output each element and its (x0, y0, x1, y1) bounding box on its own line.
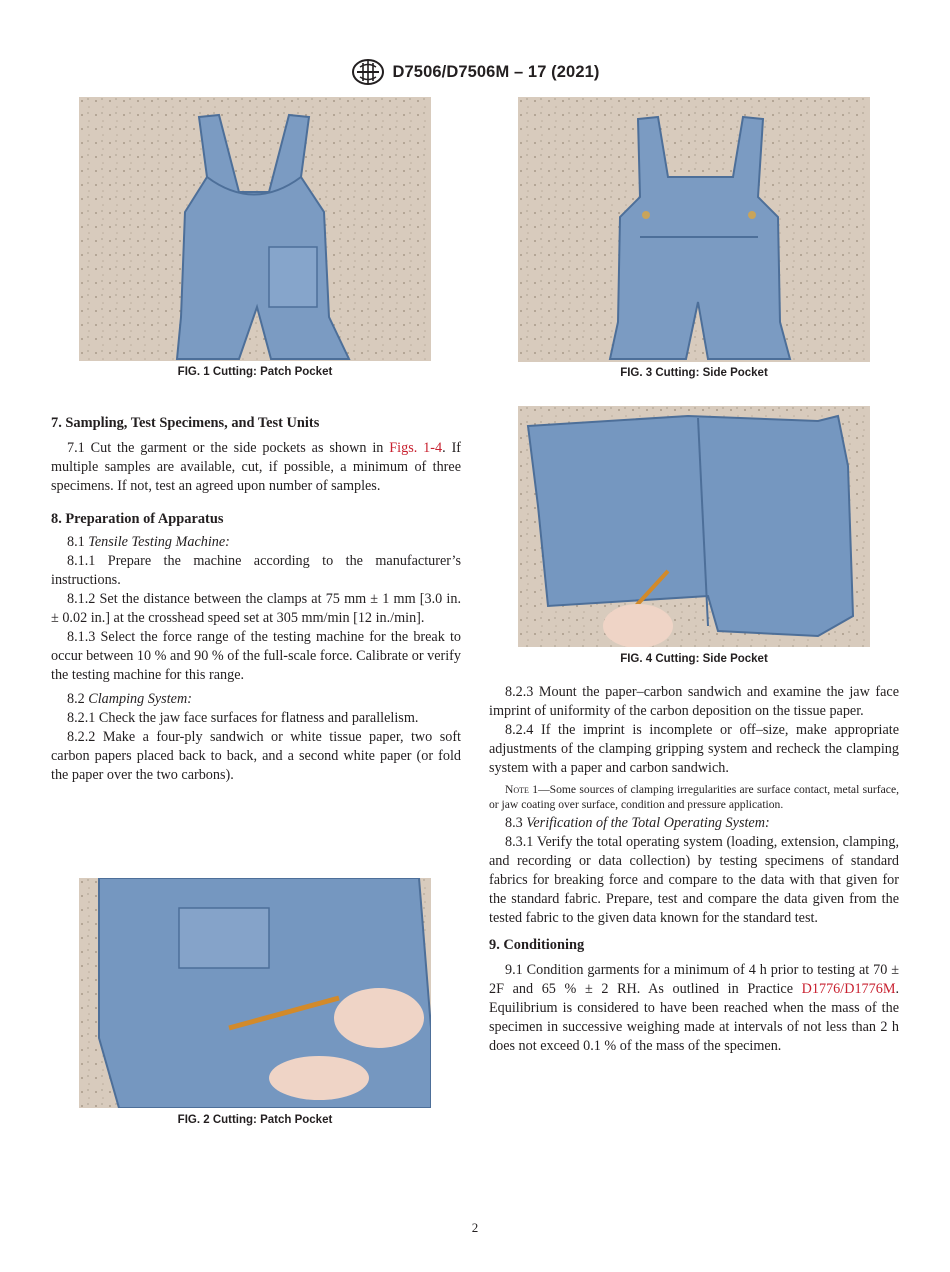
para-8-2: 8.2 Clamping System: (67, 691, 192, 707)
para-8-3: 8.3 Verification of the Total Operating System: (505, 815, 770, 831)
document-id: D7506/D7506M – 17 (2021) (392, 62, 600, 81)
note-1: Note 1—Some sources of clamping irregularities are surface contact, metal surface, or jaw coating over surface, condition and pressure application. (489, 783, 899, 811)
figure-2-photo (79, 878, 431, 1108)
page-header (0, 58, 950, 91)
para-8-2-3: 8.2.3 Mount the paper–carbon sandwich and examine the jaw face imprint of uniformity of the carbon deposition on the tissue paper. (489, 684, 899, 719)
page-number: 2 (471, 1220, 479, 1235)
section-7-title: 7. Sampling, Test Specimens, and Test Units (51, 415, 320, 431)
figure-4-photo (518, 406, 870, 647)
figure-4-caption: FIG. 4 Cutting: Side Pocket (620, 653, 768, 665)
para-8-1-2: 8.1.2 Set the distance between the clamps at 75 mm ± 1 mm [3.0 in. ± 0.02 in.] at the crosshead speed set at 305 mm/min [12 in./min]. (51, 591, 461, 626)
figure-3-photo (518, 97, 870, 362)
figure-1-photo (79, 97, 431, 361)
figs-link[interactable]: Figs. 1-4 (389, 440, 443, 456)
para-8-1: 8.1 Tensile Testing Machine: (67, 534, 230, 550)
para-8-2-1: 8.2.1 Check the jaw face surfaces for flatness and parallelism. (67, 710, 419, 726)
right-column (489, 683, 899, 1056)
figure-1-caption: FIG. 1 Cutting: Patch Pocket (177, 366, 333, 378)
para-8-1-3: 8.1.3 Select the force range of the testing machine for the break to occur between 10 % and 90 % of the full-scale force. Calibrate or verify the testing machine for this range. (51, 629, 461, 683)
para-9-1: 9.1 Condition garments for a minimum of 4 h prior to testing at 70 ± 2F and 65 % ± 2 RH. As outlined in Practice D1776/D1776M. Equilibrium is considered to have been reached when the mass of the specimen in successive weighing made at intervals of not less than 2 h does not exceed 0.1 % of the mass of the specimen. (489, 962, 899, 1054)
d1776-link[interactable]: D1776/D1776M (801, 981, 896, 997)
para-8-2-4: 8.2.4 If the imprint is incomplete or off–size, make appropriate adjustments of the clamping gripping system and recheck the clamping system with a paper and carbon sandwich. (489, 722, 899, 776)
left-column (51, 414, 461, 785)
section-9-title: 9. Conditioning (489, 937, 585, 953)
para-7-1: 7.1 Cut the garment or the side pockets as shown in Figs. 1-4. If multiple samples are available, cut, if possible, a minimum of three specimens. If not, test an agreed upon number of samples. (51, 440, 462, 494)
figure-2-caption: FIG. 2 Cutting: Patch Pocket (177, 1114, 333, 1126)
astm-logo-icon (351, 58, 385, 86)
para-8-2-2: 8.2.2 Make a four-ply sandwich or white tissue paper, two soft carbon papers placed back to back, and a second white paper (or fold the paper over the two carbons). (51, 729, 461, 783)
para-8-1-1: 8.1.1 Prepare the machine according to the manufacturer’s instructions. (51, 553, 461, 588)
section-8-title: 8. Preparation of Apparatus (51, 511, 224, 527)
para-8-3-1: 8.3.1 Verify the total operating system (loading, extension, clamping, and recording or data collection) by testing specimens of standard fabrics for breaking force and compare to the data with that given for the standard fabric. Prepare, test and compare the data given from the tested fabric to the given data known for the standard test. (489, 834, 899, 926)
figure-3-caption: FIG. 3 Cutting: Side Pocket (620, 367, 768, 379)
